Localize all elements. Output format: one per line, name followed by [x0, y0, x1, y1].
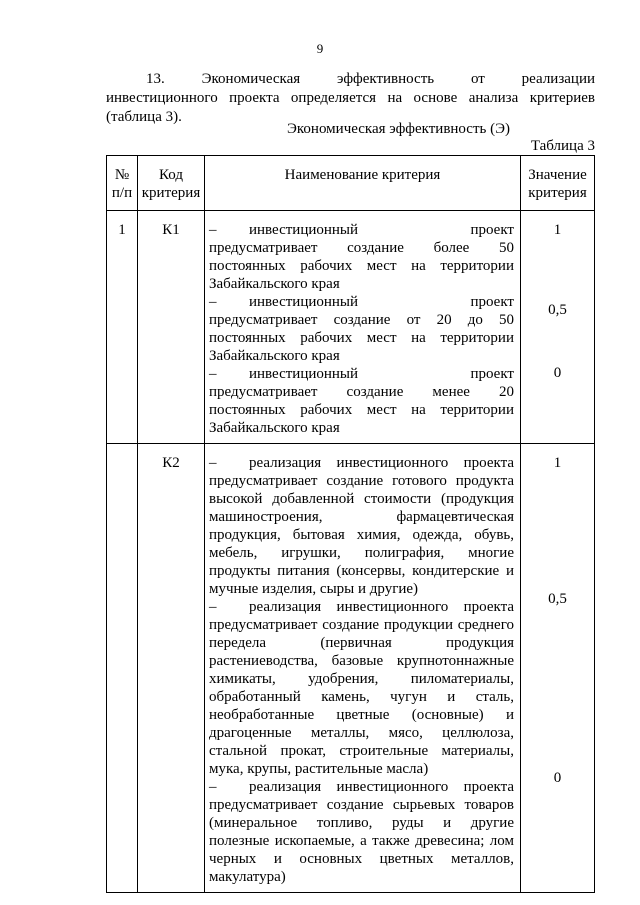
criterion-value: 0,5 — [548, 302, 567, 318]
criterion-value: 1 — [553, 455, 562, 471]
dash-mark: – — [209, 366, 217, 382]
criterion-value: 0,5 — [548, 591, 567, 607]
criterion-text: инвестиционный проект предусматривает создание от 20 до 50 постоянных рабочих мест на территории Забайкальского края — [209, 294, 514, 364]
table-caption: Экономическая эффективность (Э) — [287, 121, 511, 137]
table-label: Таблица 3 — [530, 138, 595, 154]
criteria-table — [106, 155, 595, 893]
paragraph-line: инвестиционного проекта определяется на основе анализа критериев — [106, 90, 595, 106]
criterion-item — [205, 293, 520, 365]
criterion-text: инвестиционный проект предусматривает создание менее 20 постоянных рабочих мест на территории Забайкальского края — [209, 366, 514, 436]
header-code: Код критерия — [138, 156, 205, 211]
table-row — [107, 211, 595, 444]
criterion-text: инвестиционный проект предусматривает создание более 50 постоянных рабочих мест на территории Забайкальского края — [209, 222, 514, 292]
dash-mark: – — [209, 779, 217, 795]
paragraph-line: 13. Экономическая эффективность от реализации — [146, 71, 595, 87]
criterion-description — [205, 211, 521, 444]
criterion-value: 0 — [553, 770, 562, 786]
table-header-row — [107, 156, 595, 211]
dash-mark: – — [209, 294, 217, 310]
header-name: Наименование критерия — [205, 156, 521, 211]
criterion-value: 1 — [553, 222, 562, 238]
row-code: К2 — [138, 444, 205, 893]
row-num: 1 — [107, 211, 138, 444]
page-number: 9 — [316, 41, 324, 56]
row-num — [107, 444, 138, 893]
criterion-item — [205, 454, 520, 598]
criterion-item — [205, 778, 520, 886]
paragraph-13 — [106, 70, 595, 127]
criterion-description — [205, 444, 521, 893]
header-value: Значение критерия — [521, 156, 595, 211]
criterion-text: реализация инвестиционного проекта предусматривает создание продукции среднего передела (первичная продукция растениеводства, базовые крупнотоннажные химикаты, удобрения, пиломатериалы, обработанный камень, чугун и сталь, необработанные цветные (основные) и драгоценные металлы, мясо, целлюлоза, стальной прокат, строительные материалы, мука, крупы, растительные масла) — [209, 599, 514, 777]
dash-mark: – — [209, 455, 217, 471]
criterion-item — [205, 365, 520, 437]
dash-mark: – — [209, 222, 217, 238]
paragraph-line: (таблица 3). — [106, 109, 182, 125]
value-cell — [521, 211, 595, 444]
table-row — [107, 444, 595, 893]
row-code: К1 — [138, 211, 205, 444]
criterion-text: реализация инвестиционного проекта предусматривает создание сырьевых товаров (минеральное топливо, руды и другие полезные ископаемые, а также древесина; лом черных и основных цветных металлов, макулатура) — [209, 779, 514, 885]
criterion-item — [205, 221, 520, 293]
criterion-value: 0 — [553, 365, 562, 381]
header-num: № п/п — [107, 156, 138, 211]
dash-mark: – — [209, 599, 217, 615]
criterion-item — [205, 598, 520, 778]
value-cell — [521, 444, 595, 893]
criterion-text: реализация инвестиционного проекта предусматривает создание готового продукта высокой добавленной стоимости (продукция машиностроения, фармацевтическая продукция, бытовая химия, одежда, обувь, мебель, игрушки, полиграфия, многие продукты питания (консервы, кондитерские и мучные изделия, сыры и другие) — [209, 455, 514, 597]
